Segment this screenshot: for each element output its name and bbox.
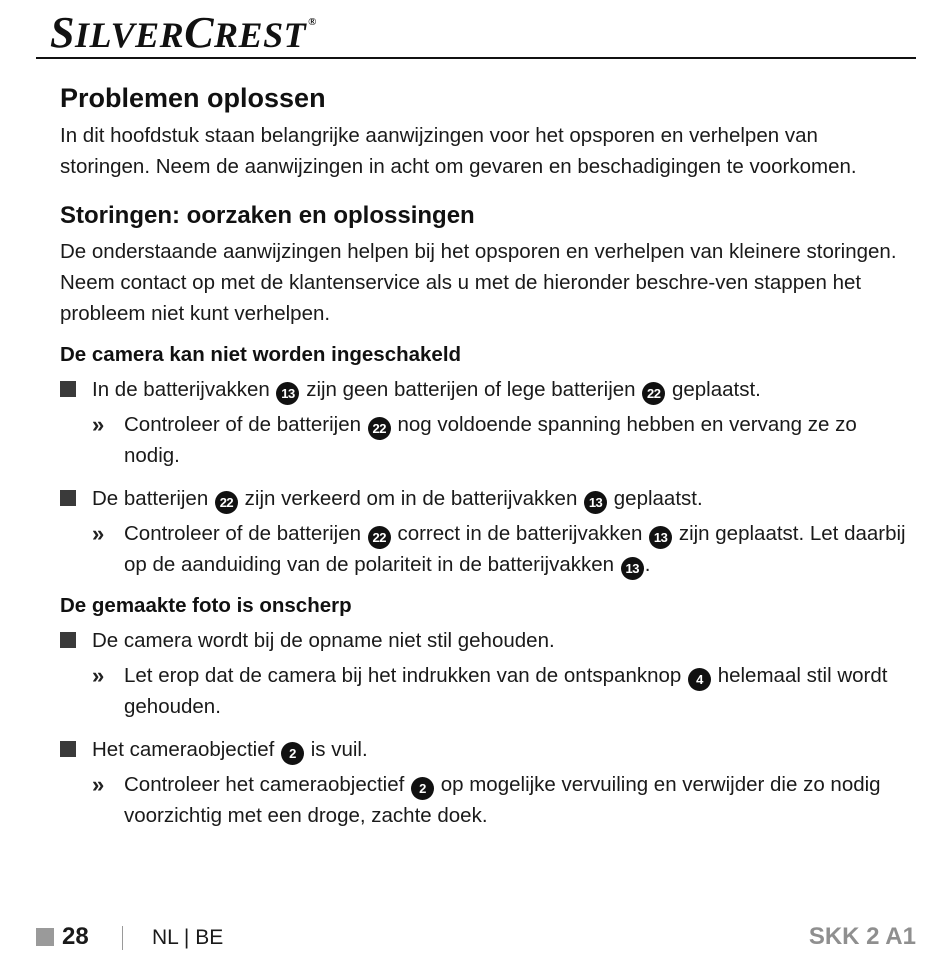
brand-text: ILVER <box>74 15 185 55</box>
square-bullet-icon <box>60 632 76 648</box>
cause-text: zijn verkeerd om in de batterijvakken <box>244 487 578 510</box>
cause-text: is vuil. <box>310 738 368 761</box>
remedy-text: Controleer het cameraobjectief <box>124 773 405 796</box>
brand-text: REST <box>214 15 307 55</box>
remedy-text: . <box>644 553 651 576</box>
header-rule <box>36 57 916 59</box>
double-chevron-icon: » <box>92 521 105 546</box>
cause-item <box>60 625 910 656</box>
cause-text: geplaatst. <box>671 378 761 401</box>
part-number-badge: 22 <box>642 382 665 405</box>
remedy-text: Let erop dat de camera bij het indrukken van de ontspanknop <box>124 664 682 687</box>
part-number-badge: 13 <box>584 491 607 514</box>
footer-divider <box>122 926 123 950</box>
cause-item <box>60 374 910 405</box>
brand-letter: C <box>184 8 215 57</box>
language-label: NL | BE <box>152 926 224 949</box>
problem-title: De camera kan niet worden ingeschakeld <box>60 343 462 366</box>
square-bullet-icon <box>60 741 76 757</box>
part-number-badge: 2 <box>411 777 434 800</box>
part-number-badge: 13 <box>276 382 299 405</box>
cause-item <box>60 483 910 514</box>
remedy-text: Controleer of de batterijen <box>124 522 362 545</box>
remedy-text: zijn geplaatst. Let daarbij op de aanduiding van de polariteit in de batterijvakken <box>124 522 906 576</box>
cause-text: De batterijen <box>92 487 209 510</box>
registered-mark: ® <box>308 16 317 28</box>
remedy-text: op mogelijke vervuiling en verwijder die zo nodig voorzichtig met een droge, zachte doek. <box>124 773 881 827</box>
page-content <box>60 80 910 831</box>
section-title: Problemen oplossen <box>60 83 326 113</box>
cause-text: In de batterijvakken <box>92 378 270 401</box>
part-number-badge: 4 <box>688 668 711 691</box>
part-number-badge: 22 <box>368 526 391 549</box>
brand-logo <box>50 0 317 57</box>
subsection-title: Storingen: oorzaken en oplossingen <box>60 202 475 229</box>
part-number-badge: 22 <box>215 491 238 514</box>
cause-text: De camera wordt bij de opname niet stil gehouden. <box>92 629 555 652</box>
square-bullet-icon <box>60 490 76 506</box>
remedy-item <box>60 769 910 831</box>
part-number-badge: 13 <box>649 526 672 549</box>
remedy-item <box>60 518 910 580</box>
page-number: 28 <box>62 923 89 950</box>
part-number-badge: 22 <box>368 417 391 440</box>
part-number-badge: 2 <box>281 742 304 765</box>
page-footer <box>36 922 916 954</box>
section-intro: In dit hoofdstuk staan belangrijke aanwijzingen voor het opsporen en verhelpen van storingen. Neem de aanwijzingen in acht om gevaren en beschadigingen te voorkomen. <box>60 124 857 178</box>
problem-title: De gemaakte foto is onscherp <box>60 594 352 617</box>
remedy-text: nog voldoende spanning hebben en vervang ze zo nodig. <box>124 413 857 467</box>
remedy-text: correct in de batterijvakken <box>397 522 643 545</box>
cause-text: geplaatst. <box>613 487 703 510</box>
remedy-item <box>60 660 910 722</box>
part-number-badge: 13 <box>621 557 644 580</box>
cause-item <box>60 734 910 765</box>
cause-text: zijn geen batterijen of lege batterijen <box>306 378 636 401</box>
subsection-intro: De onderstaande aanwijzingen helpen bij het opsporen en verhelpen van kleinere storingen. Neem contact op met de klantenservice als u met de hieronder beschre-ven stappen het probleem niet kunt verhelpen. <box>60 240 897 325</box>
cause-text: Het cameraobjectief <box>92 738 275 761</box>
remedy-item <box>60 409 910 471</box>
double-chevron-icon: » <box>92 772 105 797</box>
square-bullet-icon <box>60 381 76 397</box>
remedy-text: Controleer of de batterijen <box>124 413 362 436</box>
footer-square-icon <box>36 928 54 946</box>
remedy-text: helemaal stil wordt gehouden. <box>124 664 888 718</box>
double-chevron-icon: » <box>92 663 105 688</box>
brand-letter: S <box>50 8 75 57</box>
double-chevron-icon: » <box>92 412 105 437</box>
model-number: SKK 2 A1 <box>808 923 916 950</box>
